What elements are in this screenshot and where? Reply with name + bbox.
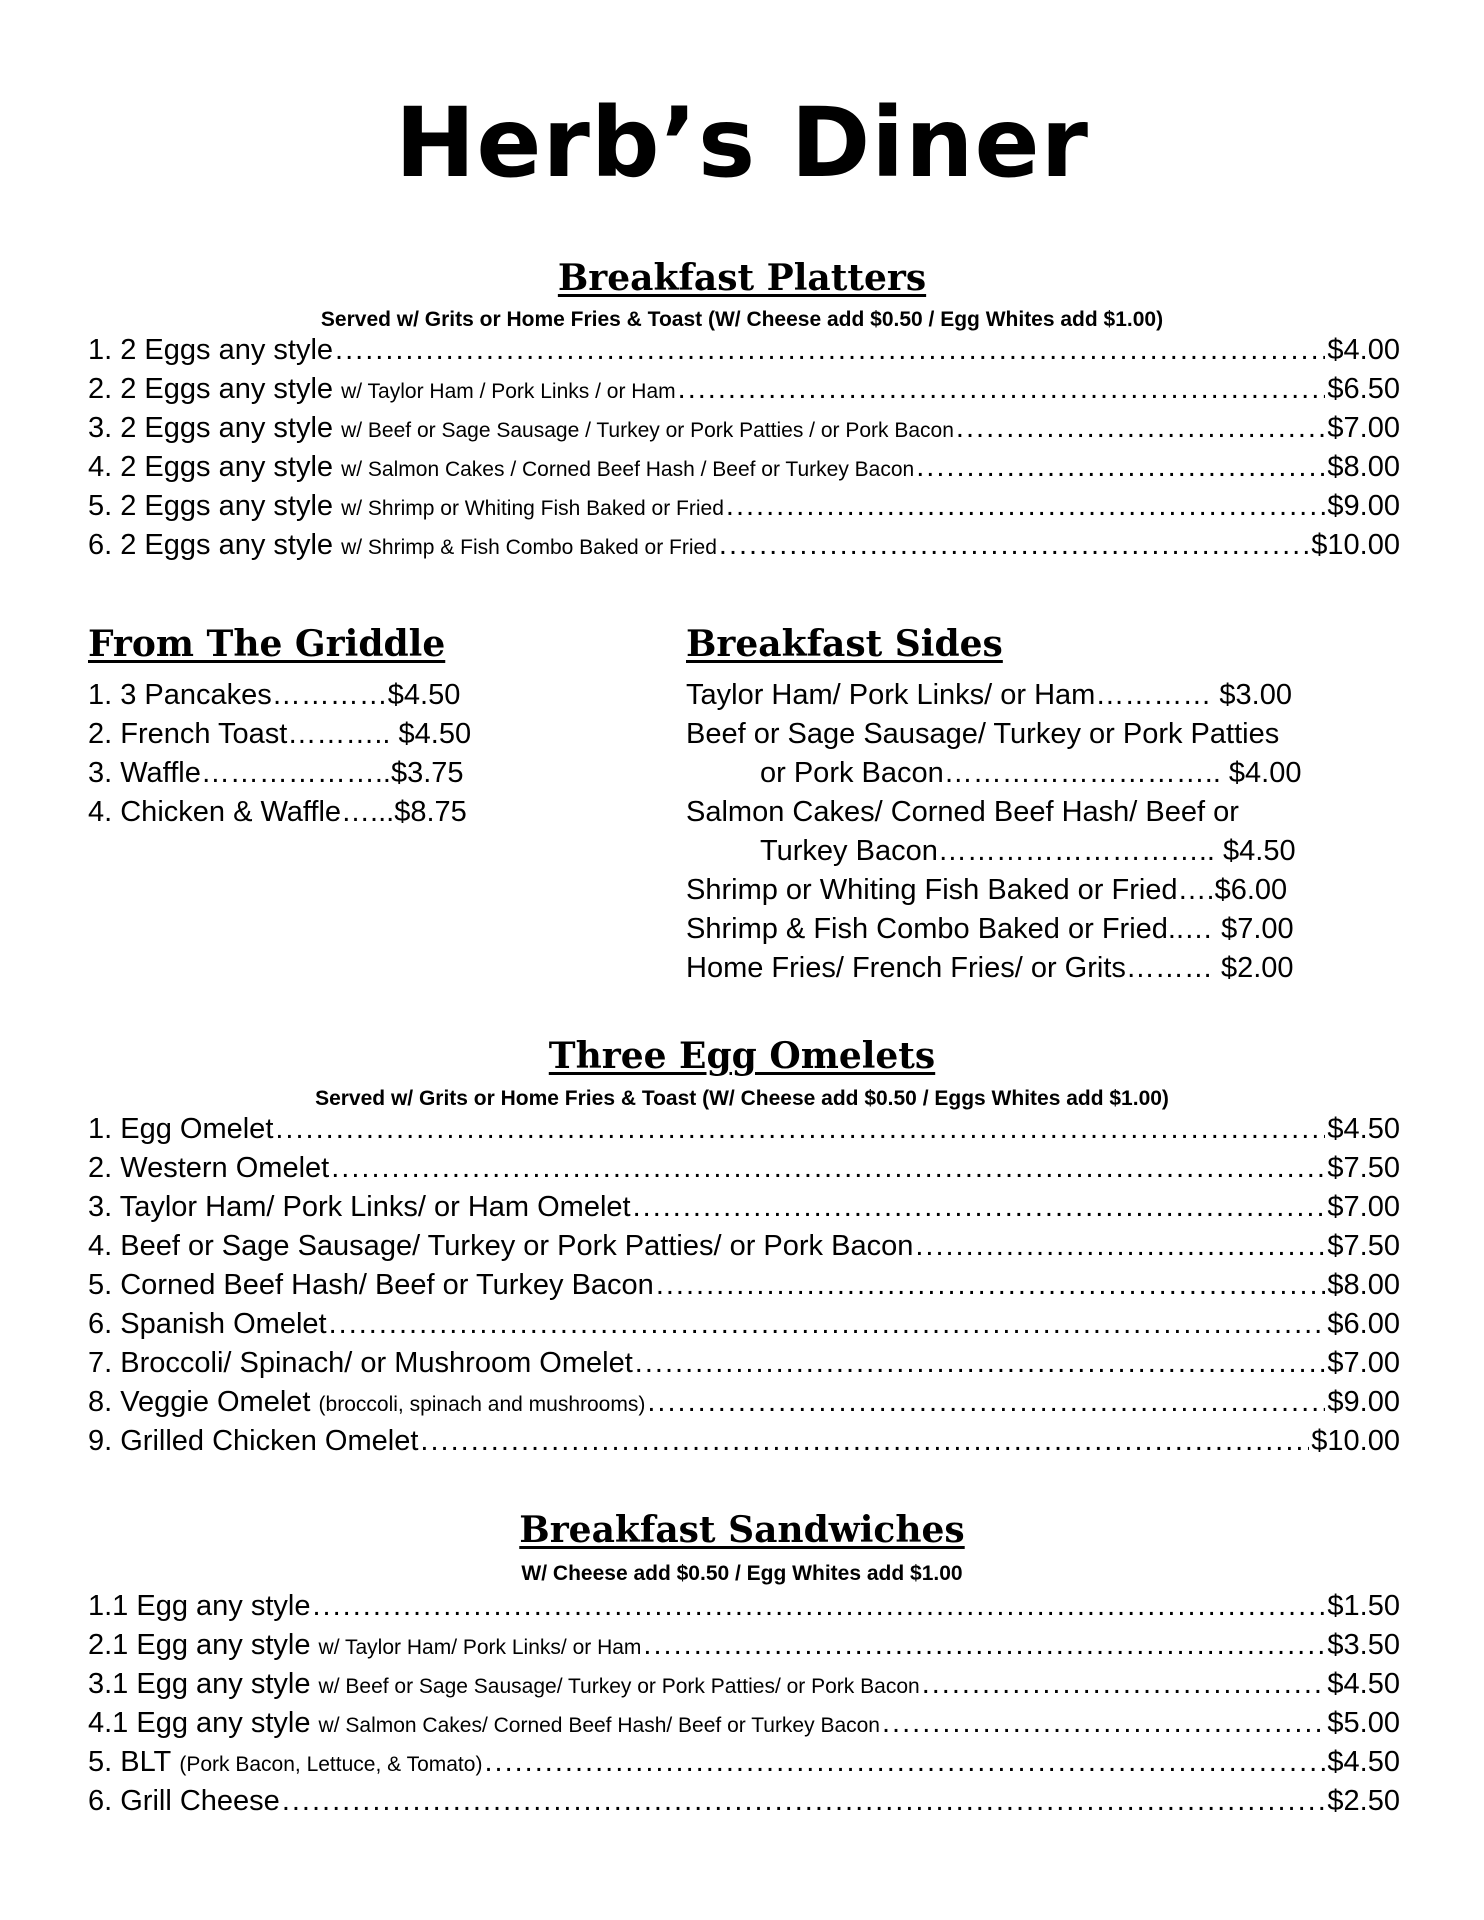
platters-subtitle: Served w/ Grits or Home Fries & Toast (W/ Cheese add $0.50 / Egg Whites add $1.00) (320, 308, 1164, 331)
list-item: or Pork Bacon……………………….. $4.00 (760, 757, 1302, 789)
sandwiches-heading: Breakfast Sandwiches (519, 1509, 965, 1551)
sandwiches-subtitle: W/ Cheese add $0.50 / Egg Whites add $1.00 (521, 1562, 963, 1585)
list-item: Taylor Ham/ Pork Links/ or Ham………… $3.00 (686, 679, 1292, 711)
list-item: 9. Grilled Chicken Omelet ..... $10.00 (88, 1425, 1400, 1464)
omelets-list (88, 1113, 1400, 1464)
list-item: 8. Veggie Omelet (broccoli, spinach and mushrooms) ..... $9.00 (88, 1386, 1400, 1425)
sandwiches-list (88, 1590, 1400, 1824)
list-item: Shrimp or Whiting Fish Baked or Fried….$6.00 (686, 874, 1288, 906)
list-item: Beef or Sage Sausage/ Turkey or Pork Patties (686, 718, 1280, 750)
list-item: 2.1 Egg any style w/ Taylor Ham/ Pork Links/ or Ham ..... $3.50 (88, 1629, 1400, 1668)
list-item: 5. BLT (Pork Bacon, Lettuce, & Tomato) ..... $4.50 (88, 1746, 1400, 1785)
list-item: 1. 2 Eggs any style ..... $4.00 (88, 334, 1400, 373)
list-item: Turkey Bacon……………………….. $4.50 (760, 835, 1296, 867)
list-item: 3. Taylor Ham/ Pork Links/ or Ham Omelet ..... $7.00 (88, 1191, 1400, 1230)
list-item: 5. Corned Beef Hash/ Beef or Turkey Bacon ..... $8.00 (88, 1269, 1400, 1308)
list-item: 3. 2 Eggs any style w/ Beef or Sage Sausage / Turkey or Pork Patties / or Pork Bacon ..... $7.00 (88, 412, 1400, 451)
griddle-list (88, 676, 471, 832)
list-item: 6. Grill Cheese ..... $2.50 (88, 1785, 1400, 1824)
list-item: 1. Egg Omelet ..... $4.50 (88, 1113, 1400, 1152)
platters-heading: Breakfast Platters (557, 257, 927, 299)
list-item: 2. French Toast……….. $4.50 (88, 718, 472, 750)
list-item: Shrimp & Fish Combo Baked or Fried..… $7.00 (686, 913, 1294, 945)
list-item: 4. Chicken & Waffle…...$8.75 (88, 796, 467, 828)
list-item: 1.1 Egg any style ..... $1.50 (88, 1590, 1400, 1629)
list-item: 3.1 Egg any style w/ Beef or Sage Sausage/ Turkey or Pork Patties/ or Pork Bacon ..... $4.50 (88, 1668, 1400, 1707)
platters-list (88, 334, 1400, 568)
sides-heading: Breakfast Sides (686, 623, 1003, 665)
griddle-heading: From The Griddle (88, 623, 446, 665)
list-item: 6. 2 Eggs any style w/ Shrimp & Fish Combo Baked or Fried ..... $10.00 (88, 529, 1400, 568)
list-item: Home Fries/ French Fries/ or Grits……… $2.00 (686, 952, 1294, 984)
list-item: 7. Broccoli/ Spinach/ or Mushroom Omelet ..... $7.00 (88, 1347, 1400, 1386)
list-item: 6. Spanish Omelet ..... $6.00 (88, 1308, 1400, 1347)
list-item: 3. Waffle………………..$3.75 (88, 757, 464, 789)
omelets-heading: Three Egg Omelets (548, 1035, 936, 1077)
list-item: 5. 2 Eggs any style w/ Shrimp or Whiting Fish Baked or Fried ..... $9.00 (88, 490, 1400, 529)
omelets-subtitle: Served w/ Grits or Home Fries & Toast (W/ Cheese add $0.50 / Eggs Whites add $1.00) (315, 1087, 1169, 1110)
page-title: Herb’s Diner (395, 87, 1089, 199)
list-item: 2. Western Omelet ..... $7.50 (88, 1152, 1400, 1191)
list-item: 4. Beef or Sage Sausage/ Turkey or Pork Patties/ or Pork Bacon ..... $7.50 (88, 1230, 1400, 1269)
list-item: Salmon Cakes/ Corned Beef Hash/ Beef or (686, 796, 1239, 828)
list-item: 2. 2 Eggs any style w/ Taylor Ham / Pork Links / or Ham ..... $6.50 (88, 373, 1400, 412)
list-item: 4. 2 Eggs any style w/ Salmon Cakes / Corned Beef Hash / Beef or Turkey Bacon ..... $8.00 (88, 451, 1400, 490)
sides-list (686, 676, 1302, 988)
list-item: 4.1 Egg any style w/ Salmon Cakes/ Corned Beef Hash/ Beef or Turkey Bacon ..... $5.00 (88, 1707, 1400, 1746)
list-item: 1. 3 Pancakes…………$4.50 (88, 679, 461, 711)
